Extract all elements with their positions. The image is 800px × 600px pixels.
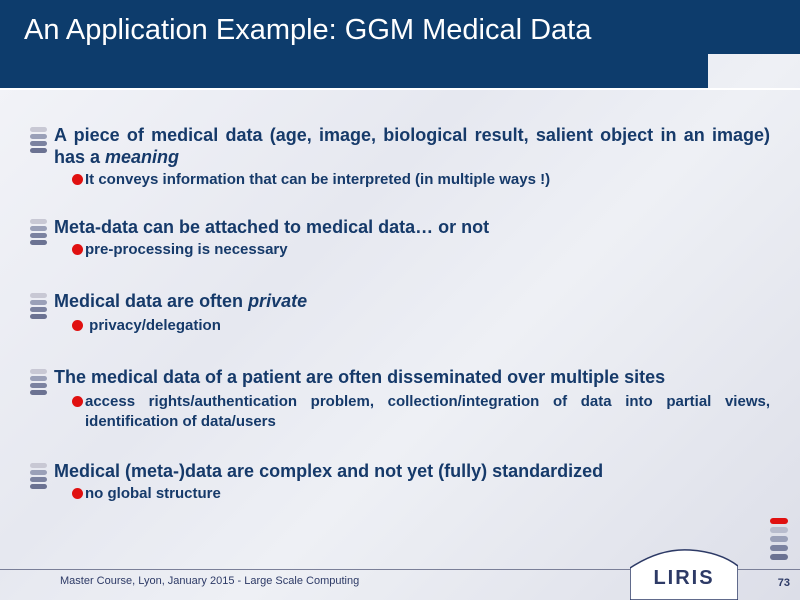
bullet-text-emphasis: private [248, 291, 308, 311]
stack-bullet-icon [30, 127, 47, 155]
sub-bullet-text [30, 316, 770, 336]
sub-bullet-text [30, 484, 770, 504]
bullet-text-part: Medical data are often [54, 291, 249, 311]
sub-bullet-label: privacy/delegation [85, 317, 221, 334]
bullet-text [30, 366, 770, 388]
bullet-text-emphasis: meaning [105, 147, 180, 167]
sub-bullet-label: no global structure [85, 485, 221, 502]
bullet-item [30, 216, 770, 260]
bullet-text-part: A piece of medical data (age, image, biological result, salient object in an image) has a [54, 125, 770, 167]
bullet-text [30, 460, 770, 482]
title-bar-extension [708, 0, 800, 54]
sub-bullet-text [30, 240, 770, 260]
liris-logo-icon [630, 548, 738, 600]
bullet-text-part: The medical data of a patient are often disseminated over multiple sites [54, 367, 666, 387]
bullet-item [30, 460, 770, 504]
bullet-text-part: Meta-data can be attached to medical data… or not [54, 217, 490, 237]
decorative-stack-icon [770, 518, 790, 564]
red-dot-bullet-icon [72, 488, 83, 499]
red-dot-bullet-icon [72, 174, 83, 185]
page-number: 73 [777, 577, 790, 589]
bullet-item [30, 124, 770, 190]
bullet-text-part: Medical (meta-)data are complex and not yet (fully) standardized [54, 461, 604, 481]
bullet-text [30, 290, 770, 312]
slide-title: An Application Example: GGM Medical Data [24, 14, 592, 46]
bullet-text [30, 124, 770, 168]
sub-bullet-label: pre-processing is necessary [85, 241, 288, 258]
footer-caption: Master Course, Lyon, January 2015 - Large Scale Computing [60, 575, 360, 587]
bullet-item [30, 290, 770, 336]
sub-bullet-label: It conveys information that can be interpreted (in multiple ways !) [85, 171, 551, 188]
red-dot-bullet-icon [72, 244, 83, 255]
bullet-item [30, 366, 770, 432]
sub-bullet-text [30, 392, 770, 432]
bullet-text [30, 216, 770, 238]
slide-body [30, 124, 770, 530]
sub-bullet-label: access rights/authentication problem, collection/integration of data into partial views, identification of data/users [85, 393, 770, 430]
logo-text: LIRIS [653, 567, 715, 589]
red-dot-bullet-icon [72, 320, 83, 331]
sub-bullet-text [30, 170, 770, 190]
title-divider [0, 88, 800, 90]
red-dot-bullet-icon [72, 396, 83, 407]
